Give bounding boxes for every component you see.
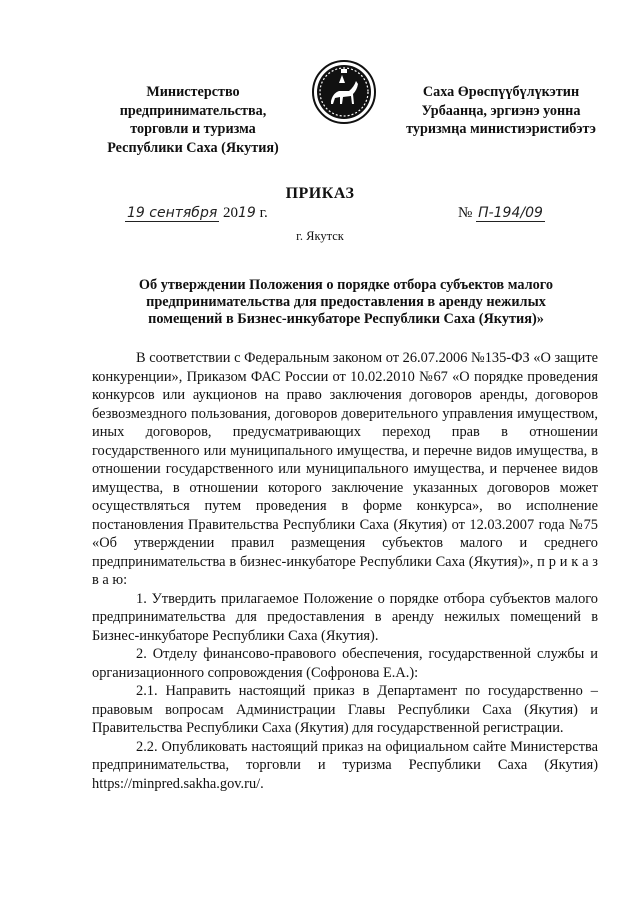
header-right-line: туризмңа министиэристибэтэ (406, 121, 596, 137)
ministry-name-yakut (390, 83, 612, 139)
date-year-prefix: 20 (223, 205, 238, 221)
document-number (458, 205, 545, 222)
body-paragraph: 2. Отделу финансово-правового обеспечения, государственной службы и организационного сопровождения (Софронова Е.А.): (92, 646, 598, 681)
header-left-line: Министерство (146, 84, 240, 100)
number-sign: № (458, 205, 473, 221)
body-paragraph: 1. Утвердить прилагаемое Положение о порядке отбора субъектов малого предпринимательства для предоставления в аренду нежилых помещений в Бизнес-инкубаторе Республики Саха (Якутия). (92, 590, 598, 644)
ministry-name-russian (88, 83, 298, 157)
header-left-line: торговли и туризма (130, 121, 256, 137)
coat-of-arms-emblem (311, 55, 377, 129)
document-body (92, 349, 598, 793)
document-date (125, 205, 268, 222)
document-title: ПРИКАЗ (285, 185, 355, 202)
body-paragraph: 2.1. Направить настоящий приказ в Департамент по государственно – правовым вопросам Администрации Главы Республики Саха (Якутия) и Правительства Республики Саха (Якутия) для государственной регистрации. (92, 683, 598, 736)
body-paragraph: В соответствии с Федеральным законом от 26.07.2006 №135-ФЗ «О защите конкуренции», Приказом ФАС России от 10.02.2010 №67 «О порядке проведения конкурсов или аукционов на право заключения договоров аренды, договоров безвозмездного пользования, договоров доверительного управления имуществом, иных договоров, предусматривающих переход прав в отношении государственного или муниципального имущества, и перечне видов имущества, в отношении государственного или муниципального имущества, и перченее видов имущества, в отношении которого заключение указанных договоров может осуществляться путем проведения в форме конкурса», во исполнение постановления Правительства Республики Саха (Якутия) от 12.03.2007 года №75 «Об утверждении правил размещения субъектов малого и среднего предпринимательства в бизнес-инкубаторе Республики Саха (Якутия)», п р и к а з в а ю: (92, 350, 598, 588)
document-subject: Об утверждении Положения о порядке отбора субъектов малого предпринимательства для предоставления в аренду нежилых помещений в Бизнес-инкубаторе Республики Саха (Якутия)» (138, 277, 554, 327)
date-suffix: г. (259, 205, 268, 221)
handwritten-date: 19 сентября (127, 205, 218, 221)
handwritten-year: 19 (238, 205, 256, 221)
handwritten-number: П-194/09 (478, 205, 543, 221)
header-left-line: Республики Саха (Якутия) (107, 139, 279, 156)
header-left-line: предпринимательства, (119, 102, 267, 119)
document-city: г. Якутск (296, 229, 344, 243)
header-right-line: Урбаанңа, эргиэнэ уонна (421, 102, 581, 119)
body-paragraph: 2.2. Опубликовать настоящий приказ на официальном сайте Министерства предпринимательства, торговли и туризма Республики Саха (Якутия) https://minpred.sakha.gov.ru/. (92, 738, 598, 792)
header-right-line: Саха Өрөспүүбүлүкэтин (422, 84, 580, 100)
